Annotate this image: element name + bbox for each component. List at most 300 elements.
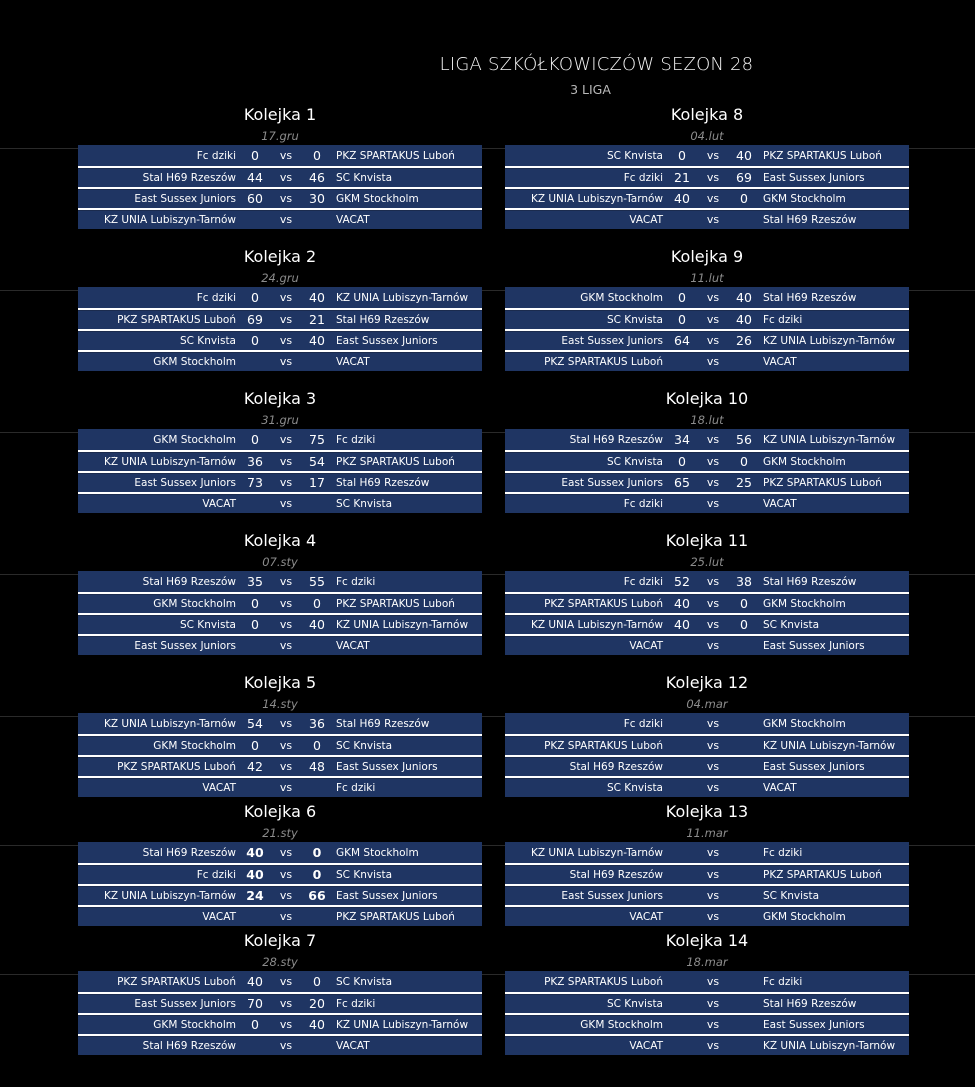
home-team: PKŻ SPARTAKUS Luboń: [544, 739, 663, 752]
page-title: LIGA SZKÓŁKOWICZÓW SEZON 28: [439, 54, 754, 75]
home-score: 0: [678, 454, 686, 469]
away-team: KŻ UNIA Lubiszyn-Tarnów: [763, 433, 896, 446]
home-score: 40: [247, 974, 263, 989]
home-score: 40: [674, 617, 690, 632]
match-row: [78, 734, 482, 755]
away-team: Stal H69 Rzeszów: [336, 476, 430, 489]
match-row: [505, 613, 909, 634]
home-score: 65: [674, 475, 690, 490]
home-score: 44: [247, 170, 263, 185]
round-date: 11.mar: [686, 826, 728, 840]
match-row: [505, 992, 909, 1013]
vs-label: vs: [706, 997, 720, 1010]
match-row: [505, 571, 909, 592]
home-team: Fc dziki: [623, 575, 663, 588]
home-team: PKŻ SPARTAKUS Luboń: [117, 313, 236, 326]
home-team: SC Knvista: [606, 455, 663, 468]
home-team: GKM Stockholm: [153, 739, 236, 752]
home-score: 0: [251, 432, 259, 447]
match-row: [78, 471, 482, 492]
vs-label: vs: [706, 597, 720, 610]
round-block-3: [78, 387, 482, 513]
match-table: [78, 145, 482, 229]
match-row: [78, 208, 482, 229]
away-score: 0: [740, 617, 748, 632]
home-team: PKŻ SPARTAKUS Luboń: [544, 975, 663, 988]
home-team: Fc dziki: [623, 717, 663, 730]
vs-label: vs: [706, 910, 720, 923]
home-team: SC Knvista: [606, 149, 663, 162]
round-block-1: [78, 103, 482, 229]
away-team: KŻ UNIA Lubiszyn-Tarnów: [336, 618, 469, 631]
away-team: KŻ UNIA Lubiszyn-Tarnów: [336, 291, 469, 304]
away-team: PKŻ SPARTAKUS Luboń: [763, 476, 882, 489]
away-score: 36: [309, 716, 325, 731]
away-team: PKŻ SPARTAKUS Luboń: [336, 455, 455, 468]
home-team: PKŻ SPARTAKUS Luboń: [544, 355, 663, 368]
home-score: 0: [251, 333, 259, 348]
vs-label: vs: [279, 476, 293, 489]
vs-label: vs: [706, 334, 720, 347]
home-team: PKŻ SPARTAKUS Luboń: [544, 597, 663, 610]
match-row: [505, 450, 909, 471]
away-team: VACAT: [336, 213, 370, 226]
match-row: [78, 1013, 482, 1034]
home-score: 40: [246, 845, 264, 860]
vs-label: vs: [279, 171, 293, 184]
match-row: [78, 776, 482, 797]
away-score: 20: [309, 996, 325, 1011]
match-row: [505, 884, 909, 905]
match-row: [78, 713, 482, 734]
away-team: PKŻ SPARTAKUS Luboń: [763, 868, 882, 881]
away-team: PKŻ SPARTAKUS Luboń: [336, 597, 455, 610]
round-block-6: [78, 800, 482, 926]
away-score: 54: [309, 454, 325, 469]
away-score: 40: [309, 333, 325, 348]
away-score: 40: [736, 312, 752, 327]
away-score: 0: [740, 191, 748, 206]
home-score: 0: [678, 148, 686, 163]
round-block-7: [78, 929, 482, 1055]
vs-label: vs: [279, 739, 293, 752]
round-title: Kolejka 5: [243, 673, 317, 692]
vs-label: vs: [706, 760, 720, 773]
home-team: PKŻ SPARTAKUS Luboń: [117, 760, 236, 773]
round-block-12: [505, 671, 909, 797]
away-team: GKM Stockholm: [763, 192, 846, 205]
round-title: Kolejka 10: [665, 389, 749, 408]
match-row: [505, 634, 909, 655]
match-table: [505, 971, 909, 1055]
home-team: GKM Stockholm: [153, 433, 236, 446]
match-row: [505, 287, 909, 308]
home-team: KŻ UNIA Lubiszyn-Tarnów: [530, 618, 663, 631]
vs-label: vs: [706, 192, 720, 205]
away-team: Fc dziki: [763, 975, 803, 988]
away-score: 66: [308, 888, 326, 903]
home-team: Stal H69 Rzeszów: [569, 433, 663, 446]
away-team: GKM Stockholm: [336, 192, 419, 205]
home-team: VACAT: [629, 213, 663, 226]
away-score: 46: [309, 170, 325, 185]
round-block-14: [505, 929, 909, 1055]
match-row: [505, 905, 909, 926]
match-row: [78, 308, 482, 329]
vs-label: vs: [706, 618, 720, 631]
round-date: 21.sty: [262, 826, 298, 840]
home-team: KŻ UNIA Lubiszyn-Tarnów: [530, 192, 663, 205]
vs-label: vs: [706, 975, 720, 988]
vs-label: vs: [279, 291, 293, 304]
match-row: [78, 287, 482, 308]
vs-label: vs: [706, 868, 720, 881]
away-team: SC Knvista: [336, 739, 393, 752]
home-team: East Sussex Juniors: [134, 476, 236, 489]
home-team: Fc dziki: [623, 171, 663, 184]
vs-label: vs: [279, 213, 293, 226]
away-team: Fc dziki: [336, 433, 376, 446]
home-team: East Sussex Juniors: [561, 889, 663, 902]
match-row: [505, 755, 909, 776]
round-date: 18.lut: [690, 413, 724, 427]
round-title: Kolejka 7: [243, 931, 317, 950]
vs-label: vs: [706, 313, 720, 326]
round-title: Kolejka 13: [665, 802, 749, 821]
away-score: 0: [312, 867, 322, 882]
home-team: Fc dziki: [196, 149, 236, 162]
match-row: [78, 634, 482, 655]
away-team: East Sussex Juniors: [336, 760, 438, 773]
vs-label: vs: [706, 455, 720, 468]
round-block-13: [505, 800, 909, 926]
away-team: SC Knvista: [336, 975, 393, 988]
home-score: 60: [247, 191, 263, 206]
away-team: Stal H69 Rzeszów: [763, 575, 857, 588]
vs-label: vs: [279, 334, 293, 347]
away-team: GKM Stockholm: [763, 717, 846, 730]
home-score: 40: [674, 596, 690, 611]
away-score: 0: [740, 454, 748, 469]
match-table: [505, 842, 909, 926]
home-team: SC Knvista: [606, 997, 663, 1010]
round-date: 18.mar: [686, 955, 728, 969]
away-score: 26: [736, 333, 752, 348]
match-table: [505, 145, 909, 229]
home-team: GKM Stockholm: [580, 1018, 663, 1031]
match-row: [505, 592, 909, 613]
vs-label: vs: [279, 868, 293, 881]
match-row: [505, 492, 909, 513]
match-row: [505, 1013, 909, 1034]
match-row: [78, 613, 482, 634]
round-title: Kolejka 4: [243, 531, 317, 550]
home-team: Stal H69 Rzeszów: [142, 1039, 236, 1052]
away-team: GKM Stockholm: [763, 455, 846, 468]
home-score: 0: [251, 617, 259, 632]
match-table: [78, 713, 482, 797]
home-team: GKM Stockholm: [153, 355, 236, 368]
home-score: 35: [247, 574, 263, 589]
away-team: Fc dziki: [336, 997, 376, 1010]
round-date: 24.gru: [261, 271, 299, 285]
home-team: East Sussex Juniors: [134, 997, 236, 1010]
round-date: 04.mar: [686, 697, 728, 711]
away-team: KŻ UNIA Lubiszyn-Tarnów: [763, 334, 896, 347]
match-table: [505, 287, 909, 371]
away-score: 0: [313, 738, 321, 753]
vs-label: vs: [706, 497, 720, 510]
vs-label: vs: [706, 739, 720, 752]
home-score: 52: [674, 574, 690, 589]
home-team: VACAT: [629, 910, 663, 923]
home-score: 36: [247, 454, 263, 469]
home-team: SC Knvista: [606, 781, 663, 794]
round-title: Kolejka 12: [665, 673, 749, 692]
home-team: Stal H69 Rzeszów: [569, 760, 663, 773]
vs-label: vs: [706, 1039, 720, 1052]
match-table: [78, 971, 482, 1055]
vs-label: vs: [706, 575, 720, 588]
vs-label: vs: [279, 618, 293, 631]
away-team: East Sussex Juniors: [763, 760, 865, 773]
match-row: [78, 166, 482, 187]
home-team: VACAT: [202, 497, 236, 510]
match-row: [78, 187, 482, 208]
vs-label: vs: [706, 889, 720, 902]
match-row: [505, 308, 909, 329]
vs-label: vs: [279, 597, 293, 610]
home-score: 0: [678, 312, 686, 327]
away-score: 30: [309, 191, 325, 206]
vs-label: vs: [706, 291, 720, 304]
away-team: GKM Stockholm: [763, 597, 846, 610]
away-score: 25: [736, 475, 752, 490]
match-row: [78, 1034, 482, 1055]
home-team: GKM Stockholm: [580, 291, 663, 304]
round-block-11: [505, 529, 909, 655]
away-team: East Sussex Juniors: [336, 889, 438, 902]
vs-label: vs: [279, 846, 293, 859]
away-team: KŻ UNIA Lubiszyn-Tarnów: [336, 1018, 469, 1031]
away-team: SC Knvista: [336, 171, 393, 184]
vs-label: vs: [279, 781, 293, 794]
match-table: [505, 571, 909, 655]
match-row: [78, 971, 482, 992]
round-title: Kolejka 8: [670, 105, 744, 124]
match-row: [78, 755, 482, 776]
away-team: Fc dziki: [763, 846, 803, 859]
vs-label: vs: [706, 1018, 720, 1031]
round-block-5: [78, 671, 482, 797]
away-team: East Sussex Juniors: [763, 1018, 865, 1031]
round-title: Kolejka 9: [670, 247, 744, 266]
away-team: SC Knvista: [336, 497, 393, 510]
away-team: GKM Stockholm: [763, 910, 846, 923]
away-team: Stal H69 Rzeszów: [336, 313, 430, 326]
round-title: Kolejka 11: [665, 531, 749, 550]
home-score: 54: [247, 716, 263, 731]
match-row: [78, 429, 482, 450]
match-row: [505, 713, 909, 734]
match-row: [78, 450, 482, 471]
round-block-2: [78, 245, 482, 371]
home-team: GKM Stockholm: [153, 597, 236, 610]
home-score: 24: [246, 888, 264, 903]
match-row: [505, 429, 909, 450]
home-score: 64: [674, 333, 690, 348]
away-score: 0: [312, 845, 322, 860]
match-table: [505, 713, 909, 797]
away-team: Stal H69 Rzeszów: [336, 717, 430, 730]
match-row: [78, 145, 482, 166]
match-row: [78, 884, 482, 905]
home-team: East Sussex Juniors: [134, 192, 236, 205]
home-score: 0: [251, 596, 259, 611]
round-block-8: [505, 103, 909, 229]
away-team: VACAT: [336, 355, 370, 368]
vs-label: vs: [279, 717, 293, 730]
vs-label: vs: [279, 149, 293, 162]
home-score: 0: [251, 290, 259, 305]
away-team: KŻ UNIA Lubiszyn-Tarnów: [763, 1039, 896, 1052]
home-team: Fc dziki: [196, 291, 236, 304]
round-date: 07.sty: [262, 555, 298, 569]
match-table: [505, 429, 909, 513]
away-team: Fc dziki: [763, 313, 803, 326]
away-team: VACAT: [763, 781, 797, 794]
round-date: 31.gru: [261, 413, 299, 427]
away-team: PKŻ SPARTAKUS Luboń: [336, 149, 455, 162]
home-team: East Sussex Juniors: [561, 334, 663, 347]
home-score: 21: [674, 170, 690, 185]
vs-label: vs: [279, 575, 293, 588]
match-table: [78, 842, 482, 926]
vs-label: vs: [706, 476, 720, 489]
away-score: 69: [736, 170, 752, 185]
match-row: [78, 863, 482, 884]
vs-label: vs: [279, 760, 293, 773]
vs-label: vs: [706, 171, 720, 184]
match-row: [78, 329, 482, 350]
league-subtitle: 3 LIGA: [570, 82, 611, 97]
match-row: [505, 471, 909, 492]
home-score: 73: [247, 475, 263, 490]
away-team: East Sussex Juniors: [763, 639, 865, 652]
home-team: PKŻ SPARTAKUS Luboń: [117, 975, 236, 988]
home-team: East Sussex Juniors: [134, 639, 236, 652]
match-row: [505, 329, 909, 350]
away-team: GKM Stockholm: [336, 846, 419, 859]
match-row: [505, 971, 909, 992]
home-team: GKM Stockholm: [153, 1018, 236, 1031]
away-score: 55: [309, 574, 325, 589]
vs-label: vs: [279, 1018, 293, 1031]
round-date: 14.sty: [262, 697, 298, 711]
vs-label: vs: [706, 433, 720, 446]
round-title: Kolejka 6: [243, 802, 317, 821]
vs-label: vs: [706, 213, 720, 226]
home-team: VACAT: [202, 910, 236, 923]
vs-label: vs: [706, 846, 720, 859]
vs-label: vs: [279, 433, 293, 446]
vs-label: vs: [706, 149, 720, 162]
away-team: VACAT: [763, 355, 797, 368]
home-score: 69: [247, 312, 263, 327]
match-row: [78, 905, 482, 926]
away-team: SC Knvista: [763, 889, 820, 902]
away-team: PKŻ SPARTAKUS Luboń: [763, 149, 882, 162]
away-score: 38: [736, 574, 752, 589]
round-date: 11.lut: [690, 271, 724, 285]
match-row: [78, 592, 482, 613]
vs-label: vs: [279, 497, 293, 510]
vs-label: vs: [279, 639, 293, 652]
away-score: 40: [309, 1017, 325, 1032]
home-team: Stal H69 Rzeszów: [142, 846, 236, 859]
away-score: 40: [309, 617, 325, 632]
home-team: SC Knvista: [179, 334, 236, 347]
home-score: 0: [251, 1017, 259, 1032]
away-team: Stal H69 Rzeszów: [763, 213, 857, 226]
vs-label: vs: [706, 781, 720, 794]
vs-label: vs: [279, 889, 293, 902]
away-team: VACAT: [336, 639, 370, 652]
away-team: KŻ UNIA Lubiszyn-Tarnów: [763, 739, 896, 752]
round-block-4: [78, 529, 482, 655]
away-team: SC Knvista: [336, 868, 393, 881]
home-team: Stal H69 Rzeszów: [142, 171, 236, 184]
match-row: [505, 145, 909, 166]
match-row: [505, 1034, 909, 1055]
home-score: 34: [674, 432, 690, 447]
away-team: VACAT: [336, 1039, 370, 1052]
match-row: [78, 492, 482, 513]
away-team: Fc dziki: [336, 781, 376, 794]
home-score: 70: [247, 996, 263, 1011]
match-table: [78, 571, 482, 655]
away-team: East Sussex Juniors: [763, 171, 865, 184]
vs-label: vs: [279, 455, 293, 468]
away-team: Stal H69 Rzeszów: [763, 291, 857, 304]
away-score: 40: [736, 148, 752, 163]
match-row: [78, 842, 482, 863]
round-date: 17.gru: [261, 129, 299, 143]
match-row: [78, 350, 482, 371]
home-team: KŻ UNIA Lubiszyn-Tarnów: [103, 455, 236, 468]
vs-label: vs: [706, 639, 720, 652]
vs-label: vs: [279, 1039, 293, 1052]
vs-label: vs: [706, 355, 720, 368]
away-score: 48: [309, 759, 325, 774]
home-team: Fc dziki: [623, 497, 663, 510]
match-table: [78, 429, 482, 513]
home-team: Stal H69 Rzeszów: [569, 868, 663, 881]
home-team: KŻ UNIA Lubiszyn-Tarnów: [530, 846, 663, 859]
home-team: Fc dziki: [196, 868, 236, 881]
away-team: VACAT: [763, 497, 797, 510]
round-title: Kolejka 2: [243, 247, 317, 266]
round-block-10: [505, 387, 909, 513]
round-block-9: [505, 245, 909, 371]
away-team: Stal H69 Rzeszów: [763, 997, 857, 1010]
match-row: [505, 863, 909, 884]
away-score: 0: [313, 148, 321, 163]
home-team: KŻ UNIA Lubiszyn-Tarnów: [103, 889, 236, 902]
match-row: [505, 350, 909, 371]
round-date: 28.sty: [262, 955, 298, 969]
home-score: 0: [251, 738, 259, 753]
